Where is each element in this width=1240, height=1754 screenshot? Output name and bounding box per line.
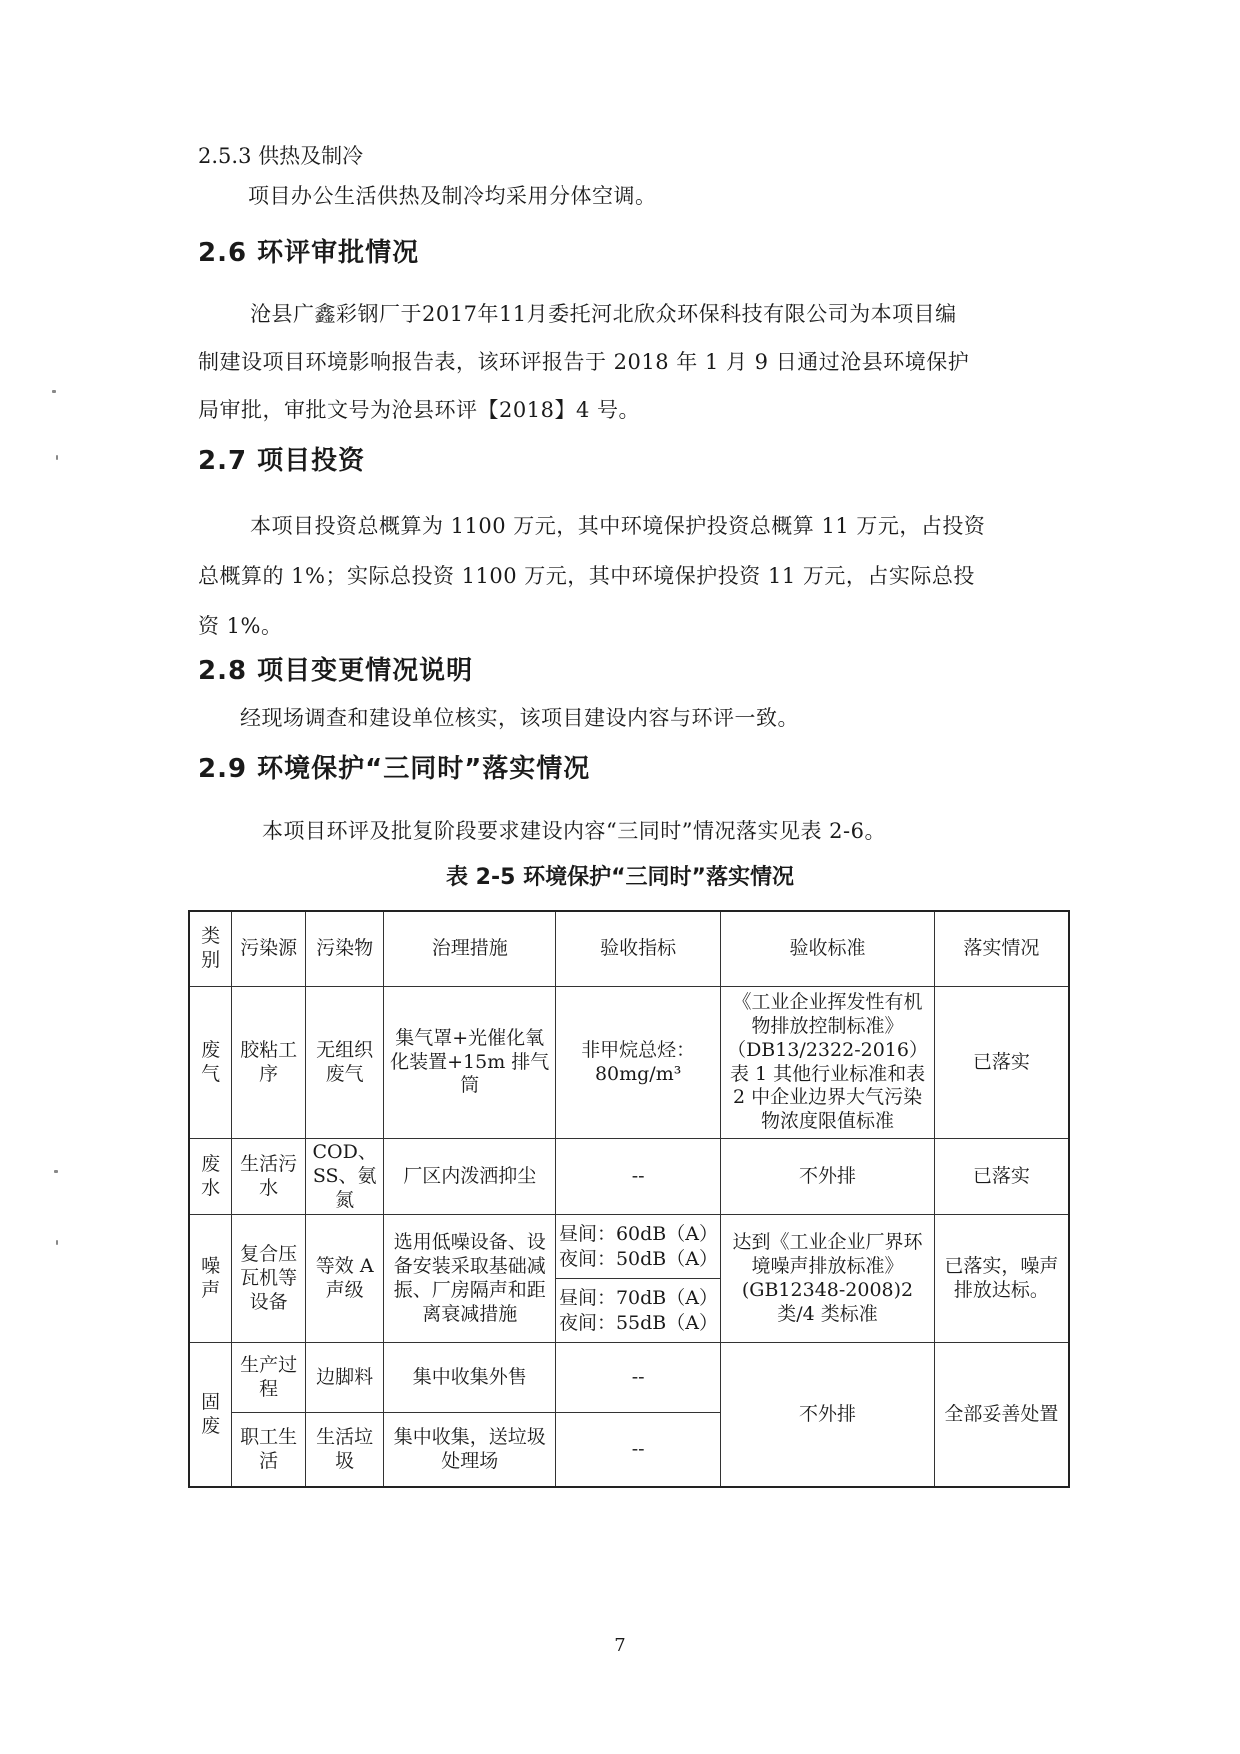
section-2-6-line-3: 局审批，审批文号为沧县环评【2018】4 号。 <box>198 398 640 422</box>
indicator-day: 昼间：70dB（A） <box>558 1287 718 1310</box>
cell-indicator: 非甲烷总烃：80mg/m³ <box>555 987 720 1139</box>
cell-measure: 集中收集外售 <box>384 1343 556 1413</box>
cell-pollutant: COD、SS、氨氮 <box>305 1139 384 1215</box>
header-status: 落实情况 <box>934 911 1069 987</box>
cell-indicator: -- <box>555 1139 720 1215</box>
scan-speck <box>52 390 56 393</box>
header-measure: 治理措施 <box>384 911 556 987</box>
cell-standard: 达到《工业企业厂界环境噪声排放标准》(GB12348-2008)2 类/4 类标准 <box>721 1215 934 1343</box>
header-category: 类别 <box>189 911 232 987</box>
cell-pollutant: 边脚料 <box>305 1343 384 1413</box>
section-2-7-line-3: 资 1%。 <box>198 614 283 638</box>
cell-category: 固废 <box>189 1343 232 1487</box>
section-2-9-title: 2.9 环境保护“三同时”落实情况 <box>198 754 591 784</box>
cell-status: 已落实 <box>934 987 1069 1139</box>
header-source: 污染源 <box>232 911 306 987</box>
scan-speck <box>54 1170 58 1173</box>
table-row <box>189 1215 1069 1279</box>
section-2-6-line-2: 制建设项目环境影响报告表，该环评报告于 2018 年 1 月 9 日通过沧县环境保护 <box>198 350 970 374</box>
header-standard: 验收标准 <box>721 911 934 987</box>
cell-status: 已落实 <box>934 1139 1069 1215</box>
table-header-row <box>189 911 1069 987</box>
header-indicator: 验收指标 <box>555 911 720 987</box>
cell-measure: 集中收集，送垃圾处理场 <box>384 1413 556 1487</box>
cell-measure: 集气罩+光催化氧化装置+15m 排气筒 <box>384 987 556 1139</box>
cell-status: 全部妥善处置 <box>934 1343 1069 1487</box>
cell-measure: 厂区内泼洒抑尘 <box>384 1139 556 1215</box>
cell-indicator-class-4 <box>555 1279 720 1343</box>
cell-pollutant: 等效 A 声级 <box>305 1215 384 1343</box>
section-2-8-title: 2.8 项目变更情况说明 <box>198 656 474 686</box>
cell-source: 复合压瓦机等设备 <box>232 1215 306 1343</box>
section-2-6-title: 2.6 环评审批情况 <box>198 238 420 268</box>
table-row <box>189 987 1069 1139</box>
indicator-night: 夜间：55dB（A） <box>558 1311 718 1334</box>
section-2-5-3-title: 2.5.3 供热及制冷 <box>198 144 364 168</box>
cell-category: 废水 <box>189 1139 232 1215</box>
cell-standard: 不外排 <box>721 1343 934 1487</box>
cell-measure: 选用低噪设备、设备安装采取基础减振、厂房隔声和距离衰减措施 <box>384 1215 556 1343</box>
section-2-8-body: 经现场调查和建设单位核实，该项目建设内容与环评一致。 <box>240 706 799 730</box>
section-2-6-line-1: 沧县广鑫彩钢厂于2017年11月委托河北欣众环保科技有限公司为本项目编 <box>250 302 957 326</box>
cell-status: 已落实，噪声排放达标。 <box>934 1215 1069 1343</box>
section-2-5-3-body: 项目办公生活供热及制冷均采用分体空调。 <box>248 184 657 208</box>
header-pollutant: 污染物 <box>305 911 384 987</box>
scan-speck <box>56 1240 58 1245</box>
cell-category: 噪声 <box>189 1215 232 1343</box>
cell-category: 废气 <box>189 987 232 1139</box>
cell-source: 生活污水 <box>232 1139 306 1215</box>
cell-source: 职工生活 <box>232 1413 306 1487</box>
cell-source: 胶粘工序 <box>232 987 306 1139</box>
indicator-night: 夜间：50dB（A） <box>558 1247 718 1270</box>
section-2-7-title: 2.7 项目投资 <box>198 446 366 476</box>
cell-pollutant: 生活垃圾 <box>305 1413 384 1487</box>
cell-pollutant: 无组织废气 <box>305 987 384 1139</box>
section-2-7-line-1: 本项目投资总概算为 1100 万元，其中环境保护投资总概算 11 万元，占投资 <box>250 514 986 538</box>
indicator-day: 昼间：60dB（A） <box>558 1223 718 1246</box>
cell-source: 生产过程 <box>232 1343 306 1413</box>
table-row <box>189 1343 1069 1413</box>
section-2-9-body: 本项目环评及批复阶段要求建设内容“三同时”情况落实见表 2-6。 <box>262 819 886 843</box>
cell-indicator-class-2 <box>555 1215 720 1279</box>
table-caption: 表 2-5 环境保护“三同时”落实情况 <box>446 865 794 890</box>
cell-standard: 不外排 <box>721 1139 934 1215</box>
cell-indicator: -- <box>555 1343 720 1413</box>
section-2-7-line-2: 总概算的 1%；实际总投资 1100 万元，其中环境保护投资 11 万元，占实际总投 <box>198 564 975 588</box>
cell-indicator: -- <box>555 1413 720 1487</box>
scan-speck <box>56 455 58 460</box>
page-number: 7 <box>614 1635 626 1656</box>
three-simultaneities-table <box>188 910 1070 1488</box>
table-row <box>189 1139 1069 1215</box>
cell-standard: 《工业企业挥发性有机物排放控制标准》（DB13/2322-2016）表 1 其他行业标准和表 2 中企业边界大气污染物浓度限值标准 <box>721 987 934 1139</box>
